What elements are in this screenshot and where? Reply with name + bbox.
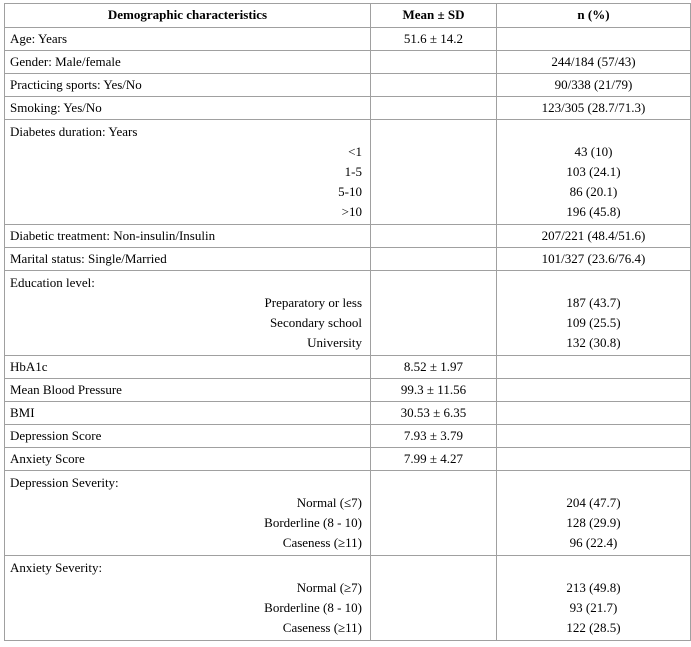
sub-item-label: Caseness (≥11) xyxy=(282,620,362,635)
row-mean xyxy=(371,225,497,248)
row-mean: 51.6 ± 14.2 xyxy=(371,28,497,51)
row-n xyxy=(497,379,691,402)
row-mean: 30.53 ± 6.35 xyxy=(371,402,497,425)
sub-item-label: University xyxy=(307,335,362,350)
table-row xyxy=(5,97,691,120)
table-row-group xyxy=(5,471,691,556)
row-label: Mean Blood Pressure xyxy=(5,379,371,402)
row-mean: 99.3 ± 11.56 xyxy=(371,379,497,402)
sub-item-label: Borderline (8 - 10) xyxy=(264,600,362,615)
group-label-cell xyxy=(5,271,371,356)
row-label: Age: Years xyxy=(5,28,371,51)
table-row xyxy=(5,448,691,471)
sub-item-label: <1 xyxy=(348,144,362,159)
row-label: Diabetic treatment: Non-insulin/Insulin xyxy=(5,225,371,248)
sub-item-label: Borderline (8 - 10) xyxy=(264,515,362,530)
table-row-group xyxy=(5,120,691,225)
table-row xyxy=(5,248,691,271)
row-mean xyxy=(371,74,497,97)
row-mean xyxy=(371,97,497,120)
group-heading: Depression Severity: xyxy=(10,475,119,490)
table-row-group xyxy=(5,556,691,641)
table-header-row xyxy=(5,4,691,28)
table-row xyxy=(5,74,691,97)
sub-item-n: 128 (29.9) xyxy=(566,515,621,530)
sub-item-label: Secondary school xyxy=(269,315,362,330)
sub-item-label: Normal (≥7) xyxy=(296,580,362,595)
table-row-group xyxy=(5,271,691,356)
sub-item-label: >10 xyxy=(341,204,362,219)
row-label: Depression Score xyxy=(5,425,371,448)
row-mean xyxy=(371,248,497,271)
row-mean: 7.99 ± 4.27 xyxy=(371,448,497,471)
table-row xyxy=(5,425,691,448)
group-n-cell xyxy=(497,120,691,225)
group-n-cell xyxy=(497,556,691,641)
group-mean-cell xyxy=(371,120,497,225)
group-mean-cell xyxy=(371,271,497,356)
row-label: Marital status: Single/Married xyxy=(5,248,371,271)
sub-item-n: 93 (21.7) xyxy=(569,600,618,615)
table-row xyxy=(5,402,691,425)
row-n: 123/305 (28.7/71.3) xyxy=(497,97,691,120)
row-n xyxy=(497,425,691,448)
header-characteristics: Demographic characteristics xyxy=(5,4,371,28)
sub-item-label: Caseness (≥11) xyxy=(282,535,362,550)
sub-item-label: Preparatory or less xyxy=(264,295,362,310)
row-n: 90/338 (21/79) xyxy=(497,74,691,97)
sub-item-n: 96 (22.4) xyxy=(569,535,618,550)
sub-item-label: 1-5 xyxy=(344,164,362,179)
sub-item-label: 5-10 xyxy=(338,184,362,199)
group-heading: Anxiety Severity: xyxy=(10,560,103,575)
group-mean-cell xyxy=(371,471,497,556)
group-label-cell xyxy=(5,120,371,225)
sub-item-n: 122 (28.5) xyxy=(566,620,621,635)
row-n: 101/327 (23.6/76.4) xyxy=(497,248,691,271)
group-label-cell xyxy=(5,471,371,556)
group-n-cell xyxy=(497,471,691,556)
group-label-cell xyxy=(5,556,371,641)
sub-item-n: 204 (47.7) xyxy=(566,495,621,510)
table-row xyxy=(5,28,691,51)
demographics-table xyxy=(4,3,691,641)
row-mean xyxy=(371,51,497,74)
group-heading: Diabetes duration: Years xyxy=(10,124,138,139)
row-label: BMI xyxy=(5,402,371,425)
sub-item-n: 103 (24.1) xyxy=(566,164,621,179)
table-row xyxy=(5,51,691,74)
sub-item-label: Normal (≤7) xyxy=(296,495,362,510)
table-row xyxy=(5,225,691,248)
sub-item-n: 109 (25.5) xyxy=(566,315,621,330)
sub-item-n: 196 (45.8) xyxy=(566,204,621,219)
row-n xyxy=(497,356,691,379)
row-n: 244/184 (57/43) xyxy=(497,51,691,74)
sub-item-n: 213 (49.8) xyxy=(566,580,621,595)
row-label: Smoking: Yes/No xyxy=(5,97,371,120)
row-label: Gender: Male/female xyxy=(5,51,371,74)
row-label: HbA1c xyxy=(5,356,371,379)
group-mean-cell xyxy=(371,556,497,641)
sub-item-n: 43 (10) xyxy=(574,144,613,159)
header-n-percent: n (%) xyxy=(497,4,691,28)
table-row xyxy=(5,379,691,402)
table-row xyxy=(5,356,691,379)
row-n: 207/221 (48.4/51.6) xyxy=(497,225,691,248)
header-mean-sd: Mean ± SD xyxy=(371,4,497,28)
sub-item-n: 86 (20.1) xyxy=(569,184,618,199)
group-n-cell xyxy=(497,271,691,356)
row-n xyxy=(497,402,691,425)
group-heading: Education level: xyxy=(10,275,95,290)
row-label: Practicing sports: Yes/No xyxy=(5,74,371,97)
row-mean: 8.52 ± 1.97 xyxy=(371,356,497,379)
sub-item-n: 187 (43.7) xyxy=(566,295,621,310)
row-n xyxy=(497,448,691,471)
sub-item-n: 132 (30.8) xyxy=(566,335,621,350)
row-mean: 7.93 ± 3.79 xyxy=(371,425,497,448)
row-n xyxy=(497,28,691,51)
row-label: Anxiety Score xyxy=(5,448,371,471)
